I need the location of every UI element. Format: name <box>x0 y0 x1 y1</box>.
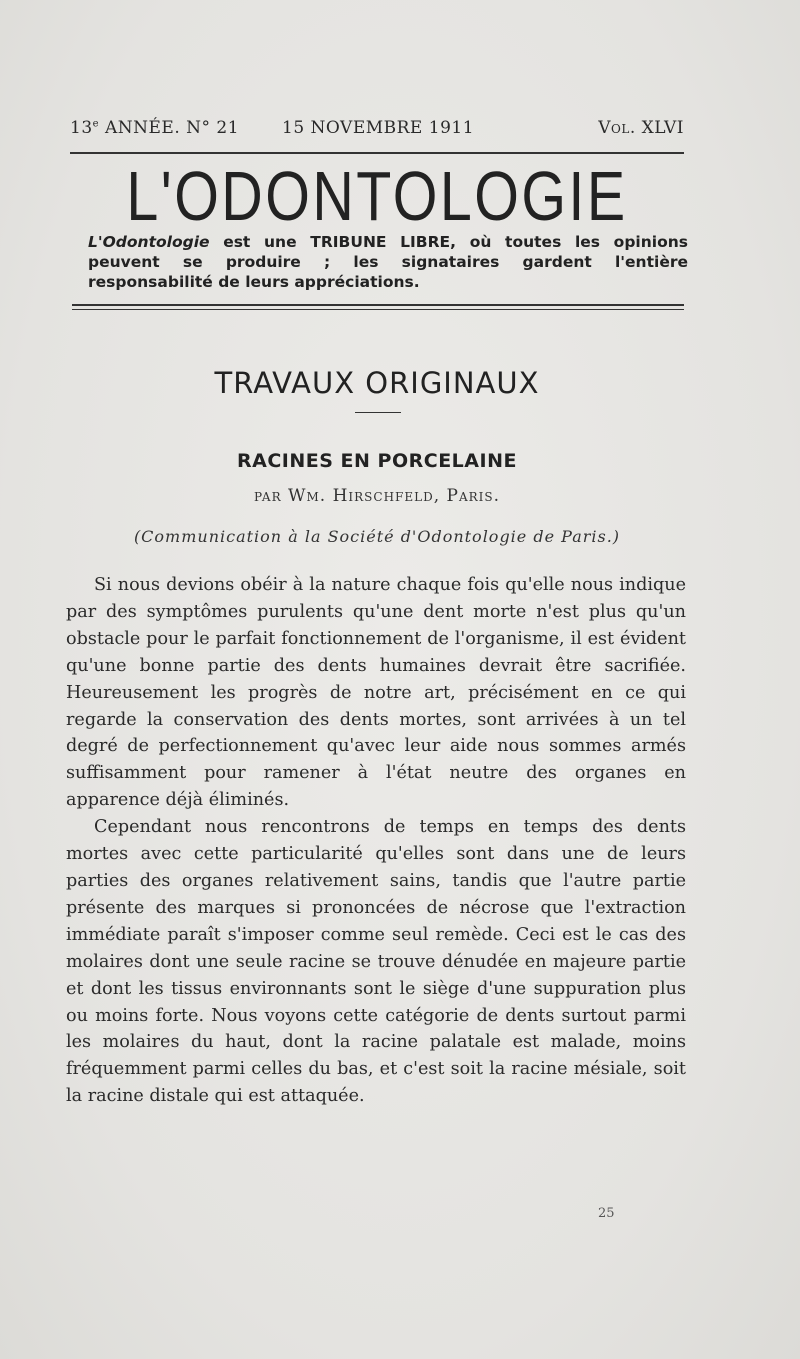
issue-year: 13e ANNÉE. N° 21 <box>70 118 240 138</box>
article-author: par Wm. Hirschfeld, Paris. <box>253 486 501 506</box>
header-rule <box>70 152 684 154</box>
issue-header <box>70 118 684 146</box>
body-paragraph-2: Cependant nous rencontrons de temps en temps des dents mortes avec cette particularité qu'elles sont dans une de leurs parties des organes relativement sains, tandis que l'autre partie présente des marques si prononcées de nécrose que l'extraction immédiate paraît s'imposer comme seul remède. Ceci est le cas des molaires dont une seule racine se trouve dénudée en majeure partie et dont les tissus environnants sont le siège d'une suppuration plus ou moins forte. Nous voyons cette catégorie de dents surtout parmi les molaires du haut, dont la racine palatale est malade, moins fréquemment parmi celles du bas, et c'est soit la racine mésiale, soit la racine distale qui est attaquée. <box>66 817 686 1107</box>
tribune-statement <box>88 232 688 292</box>
masthead-rule-lower <box>72 309 684 310</box>
section-divider <box>355 412 401 413</box>
masthead-rule-upper <box>72 304 684 306</box>
article-title: RACINES EN PORCELAINE <box>237 450 517 472</box>
article-communication: (Communication à la Société d'Odontologie de Paris.) <box>133 527 621 546</box>
tribune-text: est une TRIBUNE LIBRE, où toutes les opinions peuvent se produire ; les signataires gardent l'entière responsabilité de leurs appréciations. <box>88 233 688 291</box>
section-title: TRAVAUX ORIGINAUX <box>214 366 540 400</box>
tribune-journal-name: L'Odontologie <box>88 233 210 251</box>
page-number: 25 <box>598 1206 615 1221</box>
issue-volume: Vol. XLVI <box>598 118 684 138</box>
issue-date: 15 NOVEMBRE 1911 <box>282 118 475 138</box>
journal-masthead: L'ODONTOLOGIE <box>126 157 628 235</box>
article-body <box>66 572 686 1110</box>
body-paragraph-1: Si nous devions obéir à la nature chaque fois qu'elle nous indique par des symptômes purulents qu'une dent morte n'est plus qu'un obstacle pour le parfait fonctionnement de l'organisme, il est évident qu'une bonne partie des dents humaines devrait être sacrifiée. Heureusement les progrès de notre art, précisément en ce qui regarde la conservation des dents mortes, sont arrivées à un tel degré de perfectionnement qu'avec leur aide nous sommes armés suffisamment pour ramener à l'état neutre des organes en apparence déjà éliminés. <box>66 575 686 811</box>
